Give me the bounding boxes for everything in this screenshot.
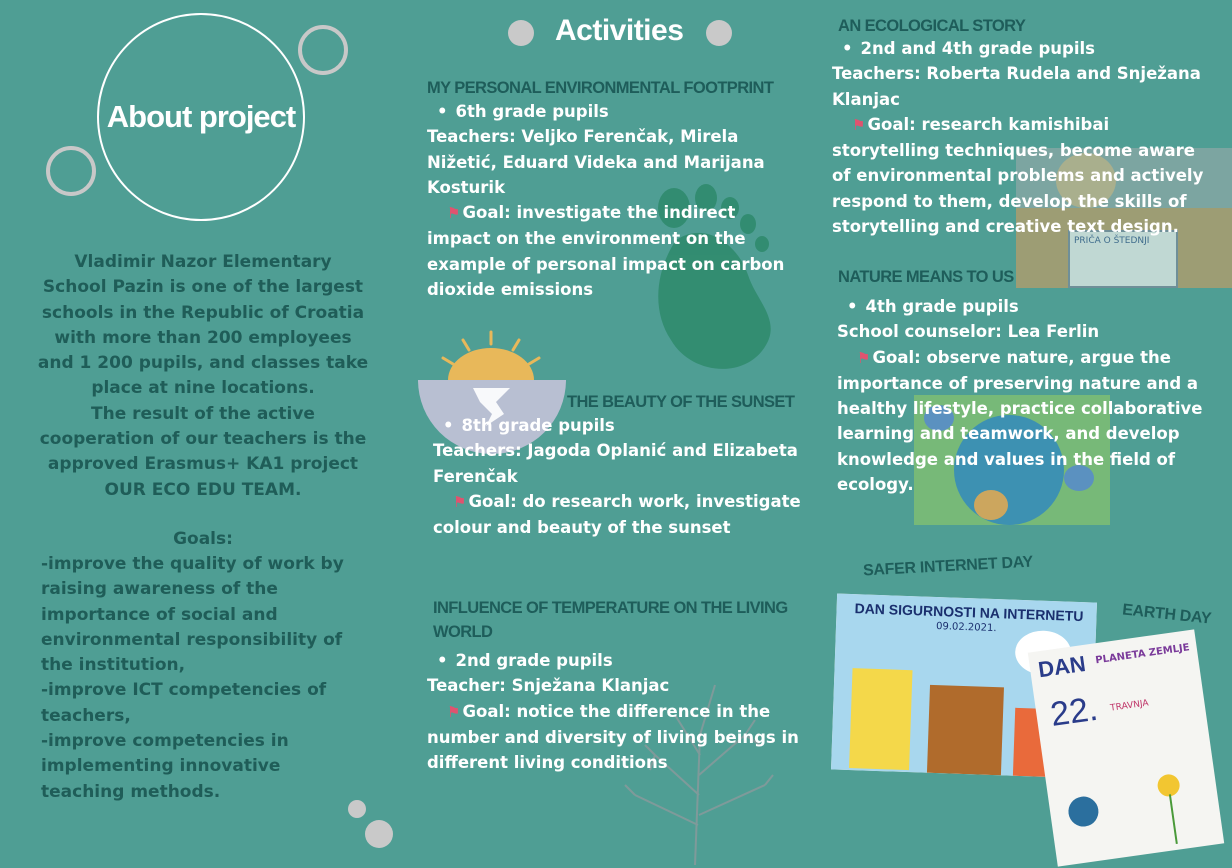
activity-sunset-title: THE BEAUTY OF THE SUNSET xyxy=(567,393,795,411)
goal-line: different living conditions xyxy=(427,753,668,773)
goal-line: -improve ICT competencies of xyxy=(41,680,327,701)
kamishibai-sign: PRIČA O ŠTEDNJI xyxy=(1068,230,1178,288)
goal-line: Goal: investigate the indirect xyxy=(462,203,736,223)
poster-planet: PLANETA ZEMLJE xyxy=(1094,642,1191,667)
activity-nature-title: NATURE MEANS TO US xyxy=(838,268,1014,286)
flag-icon: ⚑ xyxy=(852,115,866,134)
goal-line: example of personal impact on carbon xyxy=(427,254,785,274)
activity-temperature-body xyxy=(427,648,817,775)
teachers-line: Klanjac xyxy=(832,89,900,109)
safer-internet-day-label: SAFER INTERNET DAY xyxy=(862,553,1034,580)
goal-line: learning and teamwork, and develop xyxy=(837,424,1180,444)
goal-line: colour and beauty of the sunset xyxy=(433,518,731,538)
intro-line: OUR ECO EDU TEAM. xyxy=(104,479,302,500)
goal-line: Goal: research kamishibai xyxy=(867,114,1110,134)
goal-line: number and diversity of living beings in xyxy=(427,727,799,747)
intro-line: The result of the active xyxy=(91,403,315,424)
activity-temperature-title xyxy=(433,596,788,644)
intro-line: cooperation of our teachers is the xyxy=(39,429,367,450)
intro-line: and 1 200 pupils, and classes take xyxy=(37,353,369,374)
title-line: INFLUENCE OF TEMPERATURE ON THE LIVING xyxy=(433,599,788,617)
poster-month: TRAVNJA xyxy=(1109,698,1150,714)
poster-heading: DAN SIGURNOSTI NA INTERNETU xyxy=(854,600,1084,625)
goal-line: importance of social and xyxy=(41,604,278,625)
goals-heading: Goals: xyxy=(173,529,233,549)
goal-line: Goal: observe nature, argue the xyxy=(872,347,1171,367)
decor-ring xyxy=(298,25,348,75)
teachers-line: Kosturik xyxy=(427,177,506,197)
grade-item: • 2nd grade pupils xyxy=(427,648,817,673)
goal-line: healthy lifestyle, practice collaborative xyxy=(837,399,1203,419)
goal-line: Goal: do research work, investigate xyxy=(468,491,801,511)
goal-line: respond to them, develop the skills of xyxy=(832,191,1187,211)
goal-line: teachers, xyxy=(41,705,131,726)
earth-day-poster xyxy=(1028,629,1224,866)
goal-line: of environmental problems and actively xyxy=(832,166,1204,186)
intro-line: Vladimir Nazor Elementary xyxy=(74,252,332,272)
intro-line: School Pazin is one of the largest xyxy=(42,277,364,298)
goal-line: implementing innovative xyxy=(41,756,281,777)
goal-line: ecology. xyxy=(837,475,914,495)
grade-item: • 6th grade pupils xyxy=(427,99,817,124)
grade-item: • 8th grade pupils xyxy=(433,413,823,438)
intro-line: schools in the Republic of Croatia xyxy=(41,302,365,323)
activity-sunset-body xyxy=(433,413,823,540)
goal-line: teaching methods. xyxy=(41,781,221,802)
teachers-line: Ferenčak xyxy=(433,466,518,486)
intro-line: place at nine locations. xyxy=(91,378,315,399)
earth-day-label: EARTH DAY xyxy=(1121,601,1212,628)
decor-dot xyxy=(508,20,534,46)
teachers-line: School counselor: Lea Ferlin xyxy=(837,322,1100,342)
goal-line: knowledge and values in the field of xyxy=(837,449,1176,469)
about-project-title: About project xyxy=(106,99,296,134)
teachers-line: Teacher: Snježana Klanjac xyxy=(427,676,670,696)
goal-line: environmental responsibility of xyxy=(41,629,343,650)
goal-line: storytelling and creative text design. xyxy=(832,217,1179,237)
decor-dot xyxy=(365,820,393,848)
goal-line: the institution, xyxy=(41,655,186,676)
decor-dot xyxy=(706,20,732,46)
teachers-line: Teachers: Roberta Rudela and Snježana xyxy=(832,64,1201,84)
grade-item: • 2nd and 4th grade pupils xyxy=(832,36,1227,61)
goal-line: dioxide emissions xyxy=(427,280,594,300)
poster-number: 22. xyxy=(1048,689,1101,734)
goal-line: impact on the environment on the xyxy=(427,229,746,249)
intro-line: approved Erasmus+ KA1 project xyxy=(47,454,359,475)
teachers-line: Teachers: Veljko Ferenčak, Mirela xyxy=(427,127,739,147)
goal-line: importance of preserving nature and a xyxy=(837,373,1199,393)
title-line: WORLD xyxy=(433,623,493,641)
goal-line: -improve competencies in xyxy=(41,731,289,752)
poster-date: 09.02.2021. xyxy=(935,620,997,635)
goal-line: raising awareness of the xyxy=(41,579,278,600)
teachers-line: Nižetić, Eduard Videka and Marijana xyxy=(427,152,765,172)
poster-dan: DAN xyxy=(1036,650,1088,683)
activities-title: Activities xyxy=(555,14,684,47)
teachers-line: Teachers: Jagoda Oplanić and Elizabeta xyxy=(433,441,798,461)
grade-item: • 4th grade pupils xyxy=(837,294,1232,319)
intro-line: with more than 200 employees xyxy=(54,327,352,348)
flag-icon: ⚑ xyxy=(453,492,467,511)
goal-line: Goal: notice the difference in the xyxy=(462,701,771,721)
flag-icon: ⚑ xyxy=(447,204,461,223)
flag-icon: ⚑ xyxy=(447,702,461,721)
flag-icon: ⚑ xyxy=(857,348,871,367)
goal-line: storytelling techniques, become aware xyxy=(832,141,1195,161)
goal-line: -improve the quality of work by xyxy=(41,554,344,574)
activity-nature-body xyxy=(837,294,1232,497)
project-intro xyxy=(34,250,372,503)
activity-footprint-title: MY PERSONAL ENVIRONMENTAL FOOTPRINT xyxy=(427,79,774,97)
decor-ring xyxy=(46,146,96,196)
activity-eco-story-title: AN ECOLOGICAL STORY xyxy=(838,17,1026,35)
activity-eco-story-body xyxy=(832,36,1227,239)
goals-list xyxy=(41,552,371,805)
activity-footprint-body xyxy=(427,99,817,302)
